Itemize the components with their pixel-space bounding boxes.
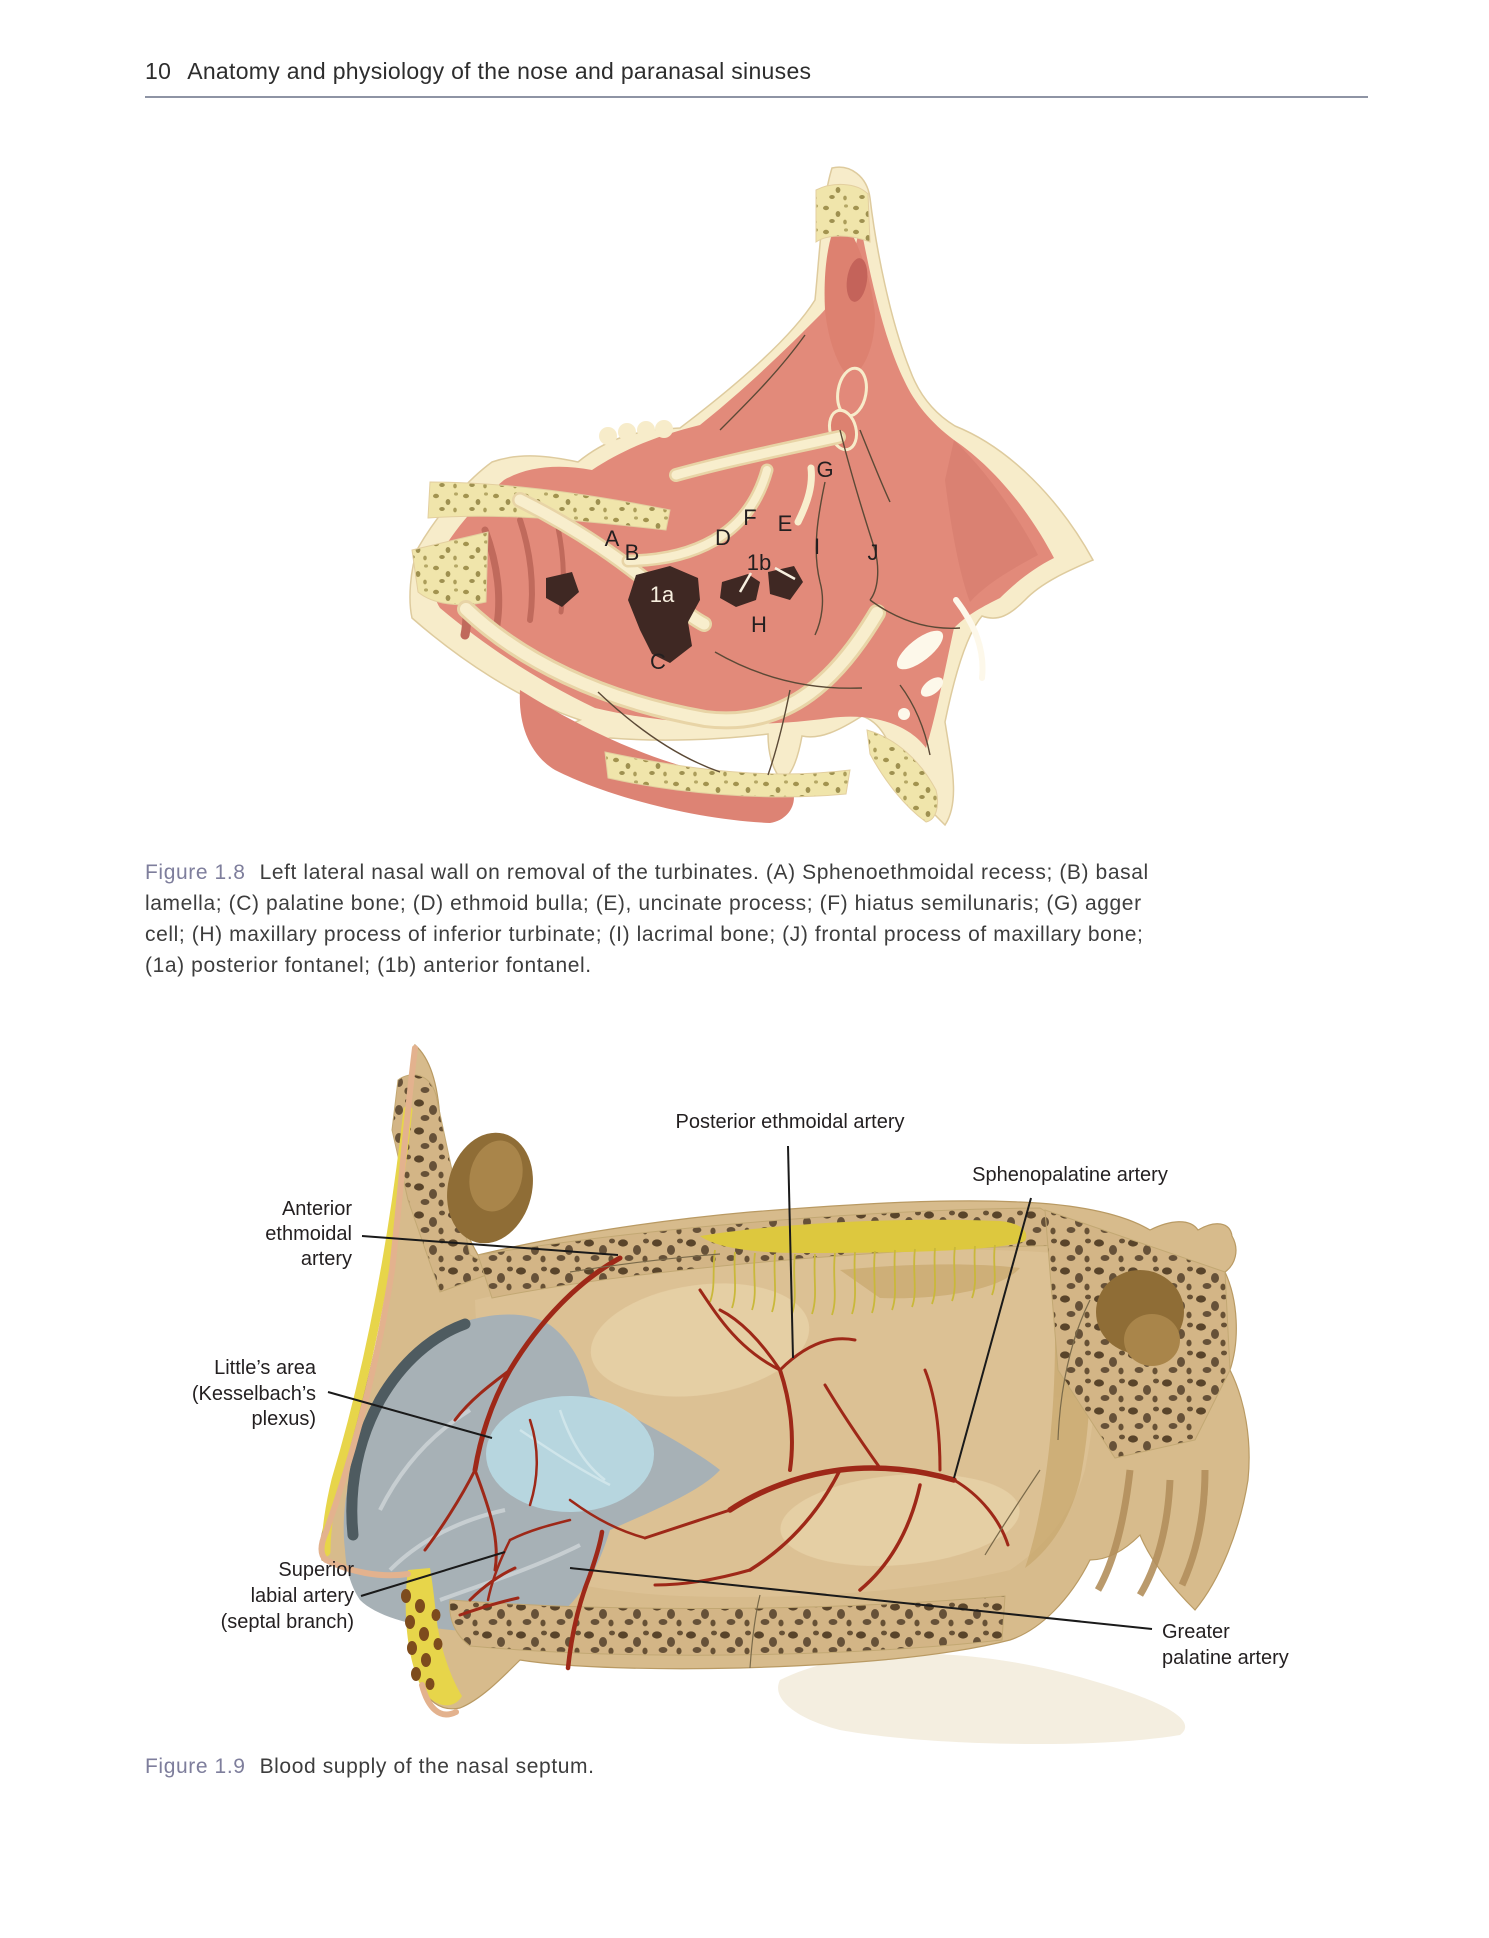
caption-line: lamella; (C) palatine bone; (D) ethmoid bulla; (E), uncinate process; (F) hiatus semilunaris; (G) agger [145,892,1142,915]
svg-text:(septal branch): (septal branch) [220,1611,354,1633]
figure-1-9-illustration [140,1040,1290,1750]
figure-1-9-number: Figure 1.9 [145,1755,246,1778]
fig18-label-h: H [751,612,767,637]
svg-text:Greater: Greater [1162,1621,1230,1643]
fig18-label-j: J [867,540,879,565]
fig18-label-1b: 1b [746,550,772,575]
page-number: 10 [145,58,172,84]
svg-text:plexus): plexus) [251,1408,316,1430]
label-sphenopalatine-artery: Sphenopalatine artery [972,1164,1168,1186]
svg-text:(Kesselbach’s: (Kesselbach’s [191,1383,316,1405]
label-superior-labial-artery [221,1559,355,1633]
svg-text:Superior: Superior [278,1559,354,1581]
fig18-label-i: I [813,534,821,559]
figure-1-9-caption [145,1751,1380,1782]
fig18-label-a: A [604,526,620,551]
fig18-label-c: C [650,649,666,674]
svg-text:ethmoidal: ethmoidal [265,1223,352,1245]
fig18-label-e: E [777,511,793,536]
fig18-label-f: F [743,505,757,530]
svg-text:Anterior: Anterior [281,1198,352,1220]
caption-line: (1a) posterior fontanel; (1b) anterior fontanel. [145,954,592,977]
fig18-label-b: B [624,540,640,565]
littles-area-highlight [486,1396,654,1512]
label-greater-palatine-artery [1162,1621,1289,1669]
fig18-label-g: G [816,457,834,482]
caption-line: Left lateral nasal wall on removal of the turbinates. (A) Sphenoethmoidal recess; (B) basal [259,861,1149,884]
label-littles-area [192,1357,317,1430]
svg-text:labial artery: labial artery [250,1585,354,1607]
caption-text: Blood supply of the nasal septum. [259,1755,595,1778]
caption-line: cell; (H) maxillary process of inferior turbinate; (I) lacrimal bone; (J) frontal process of maxillary bone; [145,923,1144,946]
figure-1-8-number: Figure 1.8 [145,861,246,884]
background-smudge [778,1654,1185,1744]
fig18-label-d: D [715,525,731,550]
header-rule [145,96,1368,98]
label-posterior-ethmoidal-artery: Posterior ethmoidal artery [675,1111,905,1133]
fig18-label-1a: 1a [649,582,675,607]
sphenoid-sinus-highlight [1124,1314,1180,1366]
lateral-nasal-wall-drawing [370,130,1110,840]
running-head-title: Anatomy and physiology of the nose and paranasal sinuses [187,58,812,84]
label-anterior-ethmoidal-artery [265,1198,352,1270]
svg-text:palatine artery: palatine artery [1162,1647,1289,1669]
svg-text:Little’s area: Little’s area [214,1357,316,1379]
figure-1-8-caption [145,857,1380,981]
running-head [145,58,811,85]
svg-text:artery: artery [300,1248,352,1270]
figure-1-8-illustration [370,130,1110,840]
nasal-septum-blood-supply-drawing [140,1040,1290,1750]
